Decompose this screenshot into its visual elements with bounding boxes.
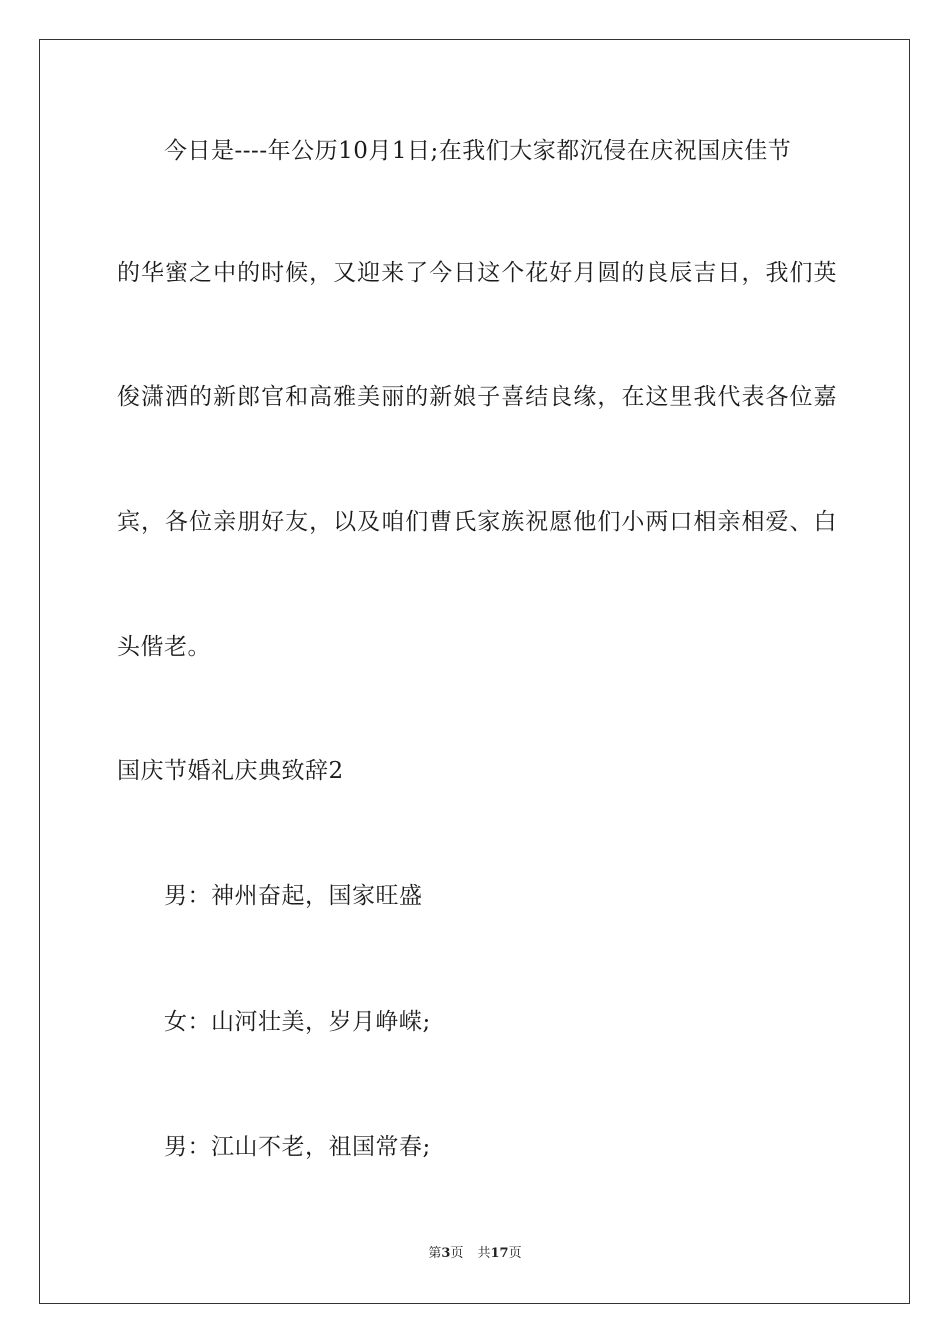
page-footer <box>0 1245 950 1263</box>
footer-total-suffix: 页 <box>508 1246 522 1261</box>
paragraph-line-2: 的华蜜之中的时候，又迎来了今日这个花好月圆的良辰吉日，我们英 <box>117 260 837 286</box>
paragraph-line-4: 宾，各位亲朋好友，以及咱们曹氏家族祝愿他们小两口相亲相爱、白 <box>117 509 837 535</box>
paragraph-line-5: 头偕老。 <box>117 634 211 660</box>
paragraph-line-1: 今日是----年公历10月1日;在我们大家都沉侵在庆祝国庆佳节 <box>164 138 792 164</box>
dialogue-line-3: 男：江山不老，祖国常春; <box>164 1134 431 1160</box>
paragraph-line-3: 俊潇洒的新郎官和高雅美丽的新娘子喜结良缘，在这里我代表各位嘉 <box>117 384 837 410</box>
footer-total-prefix: 共 <box>477 1246 491 1261</box>
dialogue-line-1: 男：神州奋起，国家旺盛 <box>164 883 423 909</box>
section-title: 国庆节婚礼庆典致辞2 <box>117 758 344 784</box>
dialogue-line-2: 女：山河壮美，岁月峥嵘; <box>164 1009 431 1035</box>
page-border <box>39 39 910 1304</box>
footer-page-number: 3 <box>441 1246 451 1261</box>
footer-page-prefix: 第 <box>428 1246 442 1261</box>
footer-total-pages: 17 <box>490 1246 509 1261</box>
footer-page-suffix: 页 <box>450 1246 464 1261</box>
